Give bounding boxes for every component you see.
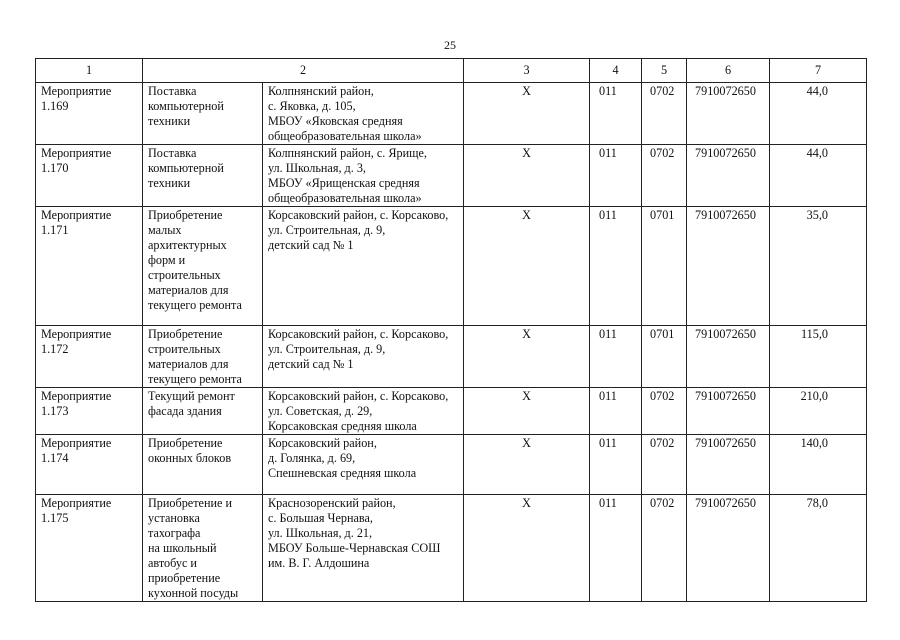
- section-code-cell: 0702: [642, 495, 687, 602]
- table-row: [36, 83, 867, 145]
- section-code-cell: 0701: [642, 207, 687, 326]
- target-code-cell: 7910072650: [687, 435, 770, 495]
- target-code-cell: 7910072650: [687, 326, 770, 388]
- location-cell: Корсаковский район, с. Корсаково, ул. Советская, д. 29, Корсаковская средняя школа: [263, 388, 464, 435]
- budget-table: [35, 58, 867, 602]
- header-col-7: 7: [770, 59, 867, 83]
- x-cell: Х: [464, 83, 590, 145]
- location-cell: Краснозоренский район, с. Большая Чернава, ул. Школьная, д. 21, МБОУ Больше-Чернавская СОШ им. В. Г. Алдошина: [263, 495, 464, 602]
- header-col-2: 2: [143, 59, 464, 83]
- target-code-cell: 7910072650: [687, 145, 770, 207]
- item-cell: Мероприятие 1.172: [36, 326, 143, 388]
- section-code-cell: 0702: [642, 83, 687, 145]
- amount-cell: 78,0: [770, 495, 867, 602]
- target-code-cell: 7910072650: [687, 495, 770, 602]
- amount-cell: 140,0: [770, 435, 867, 495]
- description-cell: Приобретение оконных блоков: [143, 435, 263, 495]
- ministry-code-cell: 011: [590, 326, 642, 388]
- ministry-code-cell: 011: [590, 207, 642, 326]
- location-cell: Корсаковский район, д. Голянка, д. 69, Спешневская средняя школа: [263, 435, 464, 495]
- ministry-code-cell: 011: [590, 435, 642, 495]
- table-row: [36, 388, 867, 435]
- table-row: [36, 207, 867, 326]
- section-code-cell: 0701: [642, 326, 687, 388]
- amount-cell: 115,0: [770, 326, 867, 388]
- description-cell: Приобретение и установка тахографа на школьный автобус и приобретение кухонной посуды: [143, 495, 263, 602]
- amount-cell: 44,0: [770, 145, 867, 207]
- table-row: [36, 495, 867, 602]
- ministry-code-cell: 011: [590, 145, 642, 207]
- x-cell: Х: [464, 388, 590, 435]
- x-cell: Х: [464, 326, 590, 388]
- header-col-4: 4: [590, 59, 642, 83]
- target-code-cell: 7910072650: [687, 388, 770, 435]
- item-cell: Мероприятие 1.173: [36, 388, 143, 435]
- description-cell: Приобретение малых архитектурных форм и строительных материалов для текущего ремонта: [143, 207, 263, 326]
- section-code-cell: 0702: [642, 435, 687, 495]
- amount-cell: 210,0: [770, 388, 867, 435]
- header-col-1: 1: [36, 59, 143, 83]
- location-cell: Колпнянский район, с. Ярище, ул. Школьная, д. 3, МБОУ «Ярищенская средняя общеобразовательная школа»: [263, 145, 464, 207]
- description-cell: Приобретение строительных материалов для текущего ремонта: [143, 326, 263, 388]
- target-code-cell: 7910072650: [687, 207, 770, 326]
- table-row: [36, 435, 867, 495]
- target-code-cell: 7910072650: [687, 83, 770, 145]
- item-cell: Мероприятие 1.171: [36, 207, 143, 326]
- table-row: [36, 145, 867, 207]
- item-cell: Мероприятие 1.175: [36, 495, 143, 602]
- item-cell: Мероприятие 1.169: [36, 83, 143, 145]
- ministry-code-cell: 011: [590, 83, 642, 145]
- location-cell: Колпнянский район, с. Яковка, д. 105, МБОУ «Яковская средняя общеобразовательная школа»: [263, 83, 464, 145]
- header-col-3: 3: [464, 59, 590, 83]
- page-number: 25: [444, 38, 456, 52]
- header-row: [36, 59, 867, 83]
- section-code-cell: 0702: [642, 145, 687, 207]
- table-row: [36, 326, 867, 388]
- location-cell: Корсаковский район, с. Корсаково, ул. Строительная, д. 9, детский сад № 1: [263, 207, 464, 326]
- location-cell: Корсаковский район, с. Корсаково, ул. Строительная, д. 9, детский сад № 1: [263, 326, 464, 388]
- header-col-6: 6: [687, 59, 770, 83]
- section-code-cell: 0702: [642, 388, 687, 435]
- x-cell: Х: [464, 495, 590, 602]
- description-cell: Поставка компьютерной техники: [143, 83, 263, 145]
- amount-cell: 35,0: [770, 207, 867, 326]
- description-cell: Текущий ремонт фасада здания: [143, 388, 263, 435]
- header-col-5: 5: [642, 59, 687, 83]
- item-cell: Мероприятие 1.174: [36, 435, 143, 495]
- amount-cell: 44,0: [770, 83, 867, 145]
- item-cell: Мероприятие 1.170: [36, 145, 143, 207]
- ministry-code-cell: 011: [590, 388, 642, 435]
- x-cell: Х: [464, 207, 590, 326]
- ministry-code-cell: 011: [590, 495, 642, 602]
- x-cell: Х: [464, 435, 590, 495]
- description-cell: Поставка компьютерной техники: [143, 145, 263, 207]
- x-cell: Х: [464, 145, 590, 207]
